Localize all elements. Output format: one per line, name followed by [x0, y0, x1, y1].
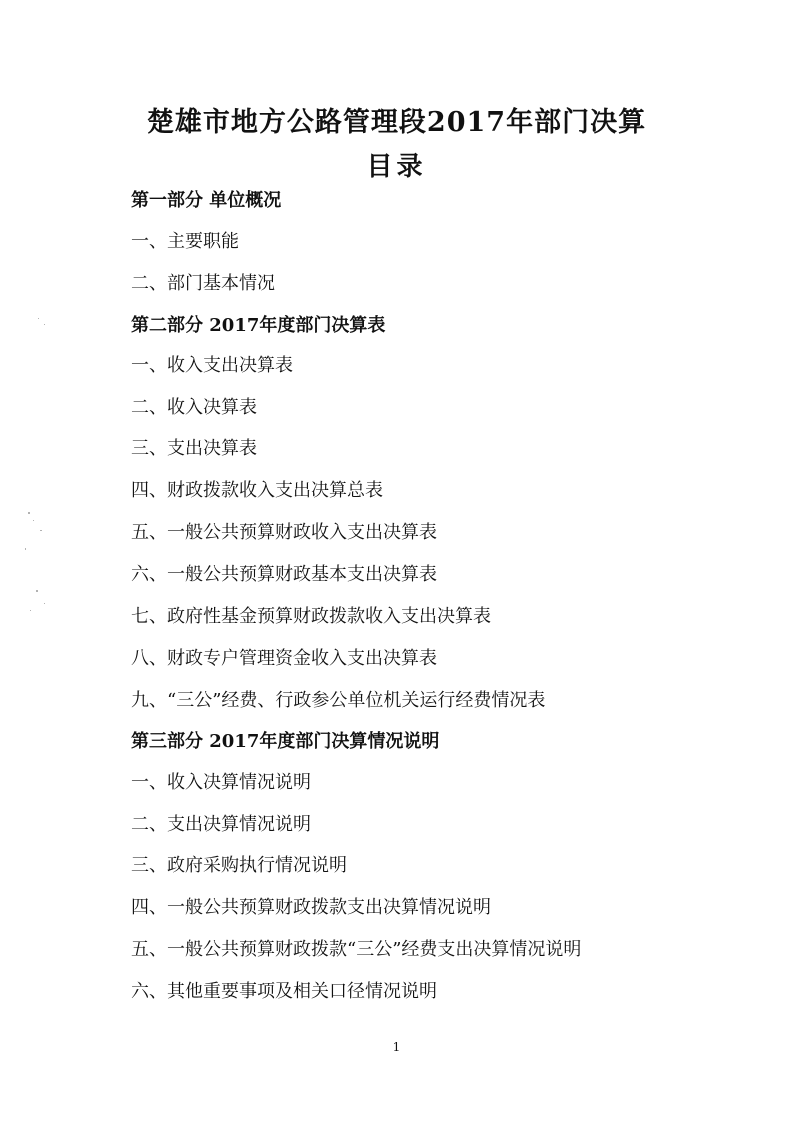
toc-item: 四、一般公共预算财政拨款支出决算情况说明	[131, 897, 491, 918]
toc-item: 八、财政专户管理资金收入支出决算表	[131, 648, 437, 669]
toc-item: 三、政府采购执行情况说明	[131, 855, 347, 876]
toc-part-heading: 第一部分 单位概况	[131, 190, 282, 211]
document-subtitle: 目录	[366, 152, 427, 182]
toc-part-heading: 第二部分 2017年度部门决算表	[131, 315, 386, 336]
toc-item: 二、支出决算情况说明	[131, 814, 311, 835]
toc-item: 六、其他重要事项及相关口径情况说明	[131, 981, 437, 1002]
toc-item: 三、支出决算表	[131, 438, 257, 459]
page-number: 1	[392, 1040, 401, 1054]
document-title: 楚雄市地方公路管理段2017年部门决算	[146, 107, 647, 138]
toc-item: 一、主要职能	[131, 231, 239, 252]
toc-item: 二、收入决算表	[131, 397, 257, 418]
toc-part-heading: 第三部分 2017年度部门决算情况说明	[131, 731, 440, 752]
toc-item: 一、收入支出决算表	[131, 355, 293, 376]
toc-item: 七、政府性基金预算财政拨款收入支出决算表	[131, 606, 491, 627]
toc-item: 二、部门基本情况	[131, 273, 275, 294]
toc-item: 九、“三公”经费、行政参公单位机关运行经费情况表	[131, 690, 546, 711]
toc-item: 六、一般公共预算财政基本支出决算表	[131, 564, 437, 585]
toc-item: 五、一般公共预算财政收入支出决算表	[131, 522, 437, 543]
toc-item: 五、一般公共预算财政拨款“三公”经费支出决算情况说明	[131, 939, 582, 960]
toc-item: 一、收入决算情况说明	[131, 772, 311, 793]
toc-item: 四、财政拨款收入支出决算总表	[131, 480, 383, 501]
